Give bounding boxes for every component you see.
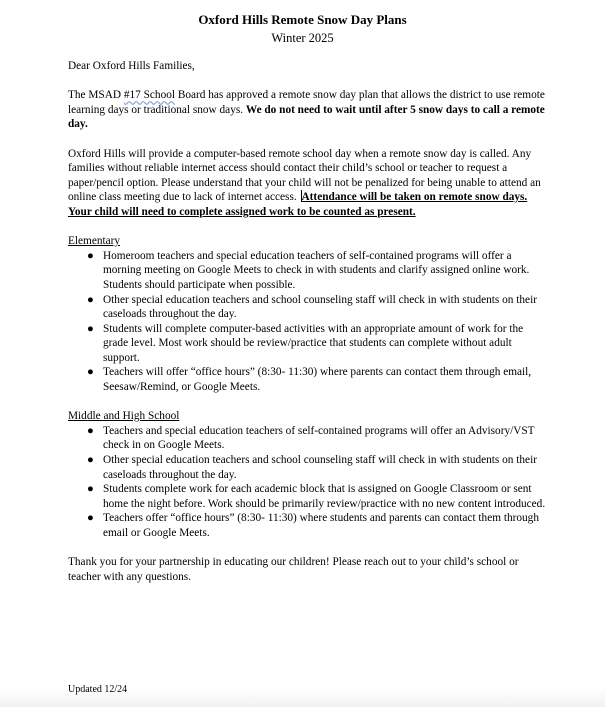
- page-subtitle: Winter 2025: [271, 31, 334, 45]
- list-item: [68, 482, 546, 511]
- section-heading-middle-high: Middle and High School: [68, 410, 180, 423]
- paragraph-approval-text-a: The MSAD: [68, 89, 124, 102]
- list-item-text: Other special education teachers and school counseling staff will check in with students on their caseloads throughout the day.: [103, 293, 537, 321]
- paragraph-remote-day: [68, 147, 546, 220]
- paragraph-approval-bold: We do not need to wait until after 5 snow days to call a remote day.: [68, 103, 545, 131]
- paragraph-remote-day-text: Oxford Hills will provide a computer-based remote school day when a remote snow day is called. Any families without reliable internet access should contact their child’s school or teacher to request a paper/pencil option. Please understand that your child will not be penalized for being unable to attend an online class meeting due to lack of internet access.: [68, 147, 541, 204]
- footer-updated: Updated 12/24: [68, 684, 128, 695]
- attendance-notice: Attendance will be taken on remote snow days. Your child will need to complete assigned work to be counted as present.: [68, 191, 528, 218]
- middle-high-list: [68, 424, 546, 541]
- list-item-text: Teachers offer “office hours” (8:30- 11:30) where students and parents can contact them through email or Google Meets.: [103, 512, 539, 539]
- elementary-list: [68, 249, 546, 395]
- list-item-text: Teachers will offer “office hours” (8:30- 11:30) where parents can contact them through email, Seesaw/Remind, or Google Meets.: [103, 366, 532, 394]
- paragraph-approval: [68, 88, 546, 132]
- list-item-text: Teachers and special education teachers of self-contained programs will offer an Advisory/VST check in on Google Meets.: [103, 424, 535, 452]
- bullet-icon: ●: [87, 512, 94, 525]
- page-title: Oxford Hills Remote Snow Day Plans: [198, 12, 407, 27]
- list-item: [68, 424, 546, 453]
- document-body: [68, 59, 546, 584]
- list-item: [68, 453, 546, 482]
- list-item-text: Other special education teachers and school counseling staff will check in with students on their caseloads throughout the day.: [103, 454, 537, 481]
- bullet-icon: ●: [87, 454, 94, 467]
- paragraph-approval-text-b: Board has approved a remote snow day plan that allows the district to use remote learning days or traditional snow days.: [68, 89, 545, 116]
- bullet-icon: ●: [87, 424, 94, 437]
- list-item: [68, 249, 546, 293]
- bullet-icon: ●: [87, 483, 94, 496]
- bullet-icon: ●: [87, 322, 94, 335]
- section-heading-elementary: Elementary: [68, 235, 121, 248]
- list-item: [68, 511, 546, 540]
- spellcheck-squiggle-text: #17 School: [123, 89, 176, 102]
- bullet-icon: ●: [87, 249, 94, 262]
- list-item-text: Students complete work for each academic block that is assigned on Google Classroom or sent home the night before. Work should be primarily review/practice with no new content introduced.: [103, 483, 546, 510]
- list-item: [68, 322, 546, 366]
- bullet-icon: ●: [87, 293, 94, 306]
- greeting: Dear Oxford Hills Families,: [68, 60, 195, 72]
- bullet-icon: ●: [87, 366, 94, 379]
- list-item: [68, 293, 546, 322]
- closing-paragraph: Thank you for your partnership in educating our children! Please reach out to your child’s school or teacher with any questions.: [68, 556, 519, 583]
- list-item-text: Homeroom teachers and special education teachers of self-contained programs will offer a morning meeting on Google Meets to check in with students and clarify assigned online work. Students should participate when possible.: [103, 249, 530, 291]
- list-item-text: Students will complete computer-based activities with an appropriate amount of work for the grade level. Most work should be review/practice that students can complete without adult support.: [103, 322, 524, 364]
- list-item: [68, 365, 546, 394]
